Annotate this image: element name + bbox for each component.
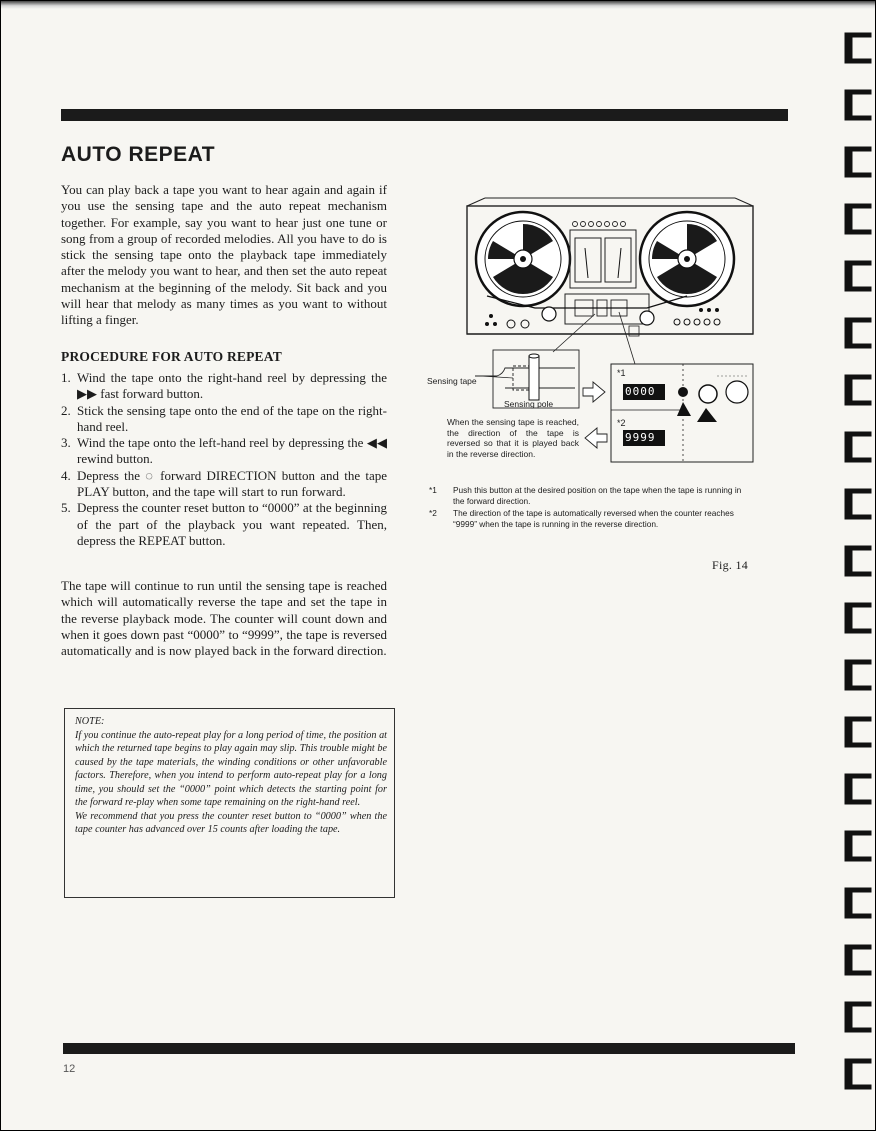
footnote-text: Push this button at the desired position on the tape when the tape is running in the forward direction.	[453, 485, 742, 506]
sensing-pole-label: Sensing pole	[504, 399, 554, 409]
step-text: Stick the sensing tape onto the end of the tape on the right-hand reel.	[77, 402, 387, 434]
step-item	[61, 468, 387, 501]
step-number: 5.	[61, 500, 71, 516]
page-number: 12	[63, 1063, 76, 1075]
step-item	[61, 500, 387, 549]
forward-arrow-icon	[583, 382, 605, 402]
step-text: Depress the ◌ forward DIRECTION button and the tape PLAY button, and the tape will start to run forward.	[77, 467, 387, 500]
step-number: 4.	[61, 467, 71, 483]
step-item	[61, 435, 387, 468]
note-box	[64, 708, 395, 898]
tape-deck-figure	[425, 196, 761, 476]
pointer-arrow-icon	[697, 408, 717, 422]
figure-caption: When the sensing tape is reached, the direction of the tape is reversed so that it is played back in the reverse direction.	[447, 417, 579, 459]
left-reel-icon	[476, 212, 570, 306]
note-recommendation: We recommend that you press the counter reset button to “0000” when the tape counter has advanced over 15 counts after loading the tape.	[75, 810, 387, 835]
star-2-label: *2	[617, 418, 626, 428]
footnote-item	[429, 508, 751, 529]
footnote-text: The direction of the tape is automatically reversed when the counter reaches “9999” when the tape is running in the reverse direction.	[453, 508, 734, 529]
step-number: 3.	[61, 435, 71, 451]
step-number: 2.	[61, 402, 71, 418]
step-text: Wind the tape onto the right-hand reel by depressing the ▶▶ fast forward button.	[77, 370, 387, 402]
figure-footnotes	[429, 485, 751, 531]
procedure-steps	[61, 370, 387, 549]
star-1-label: *1	[617, 368, 626, 378]
counter-value-1: 0000	[625, 385, 656, 398]
step-text: Wind the tape onto the left-hand reel by depressing the ◀◀ rewind button.	[77, 435, 387, 467]
footnote-mark: *2	[429, 508, 437, 519]
sensing-tape-label: Sensing tape	[427, 376, 477, 386]
footnote-item	[429, 485, 751, 506]
counter-value-2: 9999	[625, 431, 656, 444]
note-label: NOTE:	[75, 716, 105, 727]
right-reel-icon	[640, 212, 734, 306]
right-control-knobs	[674, 319, 720, 325]
header-rule	[61, 109, 788, 121]
procedure-heading: PROCEDURE FOR AUTO REPEAT	[61, 349, 282, 364]
pointer-arrow-icon	[677, 402, 691, 416]
step-item	[61, 370, 387, 403]
footnote-mark: *1	[429, 485, 437, 495]
page-title: AUTO REPEAT	[61, 143, 216, 166]
reverse-arrow-icon	[585, 428, 607, 448]
counter-reset-button-icon	[678, 387, 688, 397]
step-item	[61, 403, 387, 436]
scan-edge-shadow	[1, 1, 876, 9]
step-text: Depress the counter reset button to “0000” at the beginning of the part of the playback you want repeated. Then, depress the REPEAT button.	[77, 500, 387, 548]
direction-knob-icon	[726, 381, 748, 403]
note-body: If you continue the auto-repeat play for a long period of time, the position at which the returned tape begins to play again may slip. This trouble might be caused by the tape materials, the winding conditions or other unfavorable factors. Therefore, when you intend to perform auto-repeat play for a long time, you should set the “0000” point which detects the starting point for the forward re-play when some tape remaining on the right-hand reel.	[75, 729, 387, 808]
repeat-knob-icon	[699, 385, 717, 403]
left-control-knobs	[485, 314, 497, 326]
spiral-binding	[841, 1, 876, 1131]
indicator-lamps	[573, 222, 626, 227]
figure-label: Fig. 14	[712, 558, 749, 572]
repeat-explanation-paragraph: The tape will continue to run until the sensing tape is reached which will automatically reverse the tape and set the tape in the reverse playback mode. The counter will count down and when it goes down past “0000” to “9999”, the tape is reversed automatically and is now played back in the forward direction.	[61, 578, 387, 659]
sensing-pole-icon	[529, 356, 539, 400]
intro-paragraph: You can play back a tape you want to hear again and again if you use the sensing tape and the auto repeat mechanism together. For example, say you want to hear just one tune or song from a group of recorded melodies. All you have to do is stick the sensing tape onto the playback tape immediately after the melody you want to hear, and then set the auto repeat mechanism at the beginning of the melody. Sit back and you will hear that melody as many times as you want to without lifting a finger.	[61, 182, 387, 328]
step-number: 1.	[61, 370, 71, 385]
footer-rule	[63, 1043, 795, 1054]
meter-panel	[570, 230, 636, 288]
